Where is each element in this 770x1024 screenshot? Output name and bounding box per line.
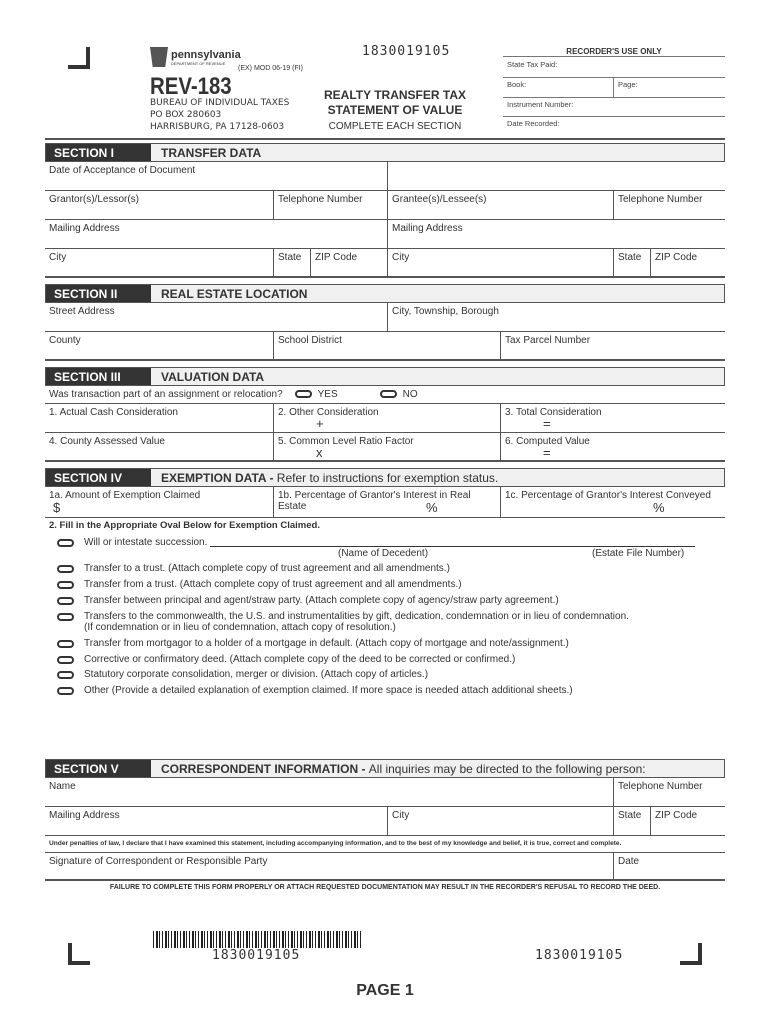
- correspondent-state-field[interactable]: State: [613, 807, 650, 835]
- address-line: HARRISBURG, PA 17128-0603: [150, 122, 285, 132]
- total-consideration-label: 3. Total Consideration: [505, 407, 602, 418]
- exemption-amount-row: [45, 487, 725, 518]
- relocation-question-text: Was transaction part of an assignment or relocation?: [49, 389, 283, 400]
- tax-parcel-field[interactable]: Tax Parcel Number: [500, 332, 725, 359]
- grantor-interest-real-estate-field[interactable]: [273, 487, 500, 517]
- form-number: REV-183: [150, 73, 232, 100]
- grantor-mailing-field[interactable]: Mailing Address: [49, 223, 120, 234]
- section-number: SECTION II: [46, 285, 151, 302]
- consideration-row: [45, 404, 725, 433]
- book-label: Book:: [503, 78, 614, 97]
- plus-symbol: +: [316, 416, 324, 431]
- blank-cell: [387, 162, 725, 190]
- section-5-header: [45, 759, 725, 778]
- estate-file-label: (Estate File Number): [592, 548, 685, 559]
- fill-oval-heading: 2. Fill in the Appropriate Oval Below for Exemption Claimed.: [49, 520, 320, 531]
- title-line: STATEMENT OF VALUE: [327, 103, 463, 117]
- oval-radio[interactable]: [57, 640, 74, 648]
- common-level-ratio-field[interactable]: [273, 433, 500, 460]
- section-title: [151, 469, 724, 486]
- county-field[interactable]: County: [49, 335, 81, 346]
- section-1-header: [45, 143, 725, 162]
- failure-warning: FAILURE TO COMPLETE THIS FORM PROPERLY OR ATTACH REQUESTED DOCUMENTATION MAY RESULT IN THE RECORDER'S REFUSAL TO RECORD THE DEED.: [109, 884, 661, 891]
- exemption-option-will[interactable]: [57, 537, 695, 548]
- penalty-row: [45, 836, 725, 853]
- section-title: [151, 285, 724, 302]
- keystone-icon: [150, 47, 168, 67]
- page-number: PAGE 1: [356, 982, 414, 999]
- date-acceptance-field[interactable]: Date of Acceptance of Document: [49, 165, 196, 176]
- relocation-row: [45, 386, 725, 404]
- correspondent-city-field[interactable]: City: [387, 807, 613, 835]
- option-label: Statutory corporate consolidation, merger or division. (Attach copy of articles.): [84, 669, 429, 680]
- exemption-amount-label: 1a. Amount of Exemption Claimed: [49, 490, 201, 501]
- signature-row: [45, 853, 725, 881]
- option-label: Transfer between principal and agent/straw party. (Attach complete copy of agency/straw party agreement.): [84, 595, 559, 606]
- decedent-line[interactable]: [210, 537, 695, 547]
- exemption-option[interactable]: [57, 611, 629, 633]
- grantor-interest-conveyed-field[interactable]: [500, 487, 725, 517]
- pa-logo: [150, 47, 241, 67]
- correspondent-zip-field[interactable]: ZIP Code: [650, 807, 725, 835]
- no-oval[interactable]: [380, 390, 397, 398]
- computed-value-field[interactable]: [500, 433, 725, 460]
- section-title-text: VALUATION DATA: [161, 370, 265, 384]
- address-line: PO BOX 280603: [150, 110, 222, 120]
- option-label: Transfers to the commonwealth, the U.S. and instrumentalities by gift, dedication, condemnation or in lieu of condemnation.: [84, 611, 629, 622]
- grantor-field[interactable]: Grantor(s)/Lessor(s): [49, 194, 140, 205]
- section-number: SECTION I: [46, 144, 151, 161]
- section-number: SECTION V: [46, 760, 151, 777]
- city-township-field[interactable]: City, Township, Borough: [387, 303, 725, 331]
- section-title-bold: CORRESPONDENT INFORMATION -: [161, 762, 369, 776]
- county-row: [45, 332, 725, 361]
- section-4-header: [45, 468, 725, 487]
- equals-symbol: =: [543, 445, 551, 460]
- no-label: NO: [402, 389, 418, 400]
- top-barcode-number: 1830019105: [362, 44, 451, 59]
- oval-radio[interactable]: [57, 565, 74, 573]
- correspondent-address-row: [45, 807, 725, 836]
- grantor-zip-field[interactable]: ZIP Code: [310, 249, 387, 276]
- computed-value-label: 6. Computed Value: [505, 436, 590, 447]
- penalty-statement: Under penalties of law, I declare that I have examined this statement, including accompanying information, and to the best of my knowledge and belief, it is true, correct and complete.: [49, 840, 622, 847]
- section-title: [151, 760, 724, 777]
- percent-symbol: %: [653, 500, 665, 515]
- relocation-question: [45, 386, 725, 403]
- grantor-row: [45, 191, 725, 220]
- instrument-number-field[interactable]: Instrument Number:: [503, 98, 725, 117]
- exemption-option[interactable]: [57, 654, 515, 665]
- option-note: (If condemnation or in lieu of condemnation, attach copy of resolution.): [84, 622, 396, 633]
- assessed-row: [45, 433, 725, 462]
- grantor-city-field[interactable]: City: [49, 252, 67, 263]
- times-symbol: x: [316, 445, 323, 460]
- other-consideration-field[interactable]: [273, 404, 500, 432]
- oval-radio[interactable]: [57, 671, 74, 679]
- registration-mark: [68, 943, 90, 965]
- option-label: Will or intestate succession.: [84, 537, 208, 548]
- yes-oval[interactable]: [295, 390, 312, 398]
- total-consideration-field[interactable]: [500, 404, 725, 432]
- form-title: [300, 88, 490, 118]
- equals-symbol: =: [543, 416, 551, 431]
- school-district-field[interactable]: School District: [273, 332, 500, 359]
- correspondent-name-field[interactable]: Name: [49, 781, 76, 792]
- signature-date-field[interactable]: Date: [613, 853, 725, 879]
- exemption-option[interactable]: [57, 563, 450, 574]
- street-address-field[interactable]: Street Address: [49, 306, 115, 317]
- title-line: REALTY TRANSFER TAX: [323, 88, 466, 102]
- option-label: Transfer to a trust. (Attach complete copy of trust agreement and all amendments.): [84, 563, 450, 574]
- grantor-state-field[interactable]: State: [273, 249, 310, 276]
- dollar-symbol: $: [53, 500, 61, 515]
- book-page-field[interactable]: [503, 78, 725, 98]
- oval-radio[interactable]: [57, 687, 74, 695]
- option-label: Transfer from mortgagor to a holder of a mortgage in default. (Attach copy of mortgage and note/assignment.): [84, 638, 569, 649]
- grantee-city-field[interactable]: City: [387, 249, 613, 276]
- section-title: [151, 368, 724, 385]
- section-title-rest: All inquiries may be directed to the following person:: [368, 762, 646, 776]
- grantor-interest-real-estate-label: 1b. Percentage of Grantor's Interest in Real Estate: [278, 490, 471, 512]
- form-mod: (EX) MOD 06-19 (FI): [238, 65, 303, 72]
- section-title: [151, 144, 724, 161]
- section-number: SECTION IV: [46, 469, 151, 486]
- exemption-option[interactable]: [57, 669, 428, 680]
- exemption-option[interactable]: [57, 638, 569, 649]
- county-assessed-field[interactable]: 4. County Assessed Value: [49, 436, 165, 447]
- option-label: Transfer from a trust. (Attach complete copy of trust agreement and all amendments.): [84, 579, 462, 590]
- registration-mark: [68, 47, 90, 69]
- grantee-state-field[interactable]: State: [613, 249, 650, 276]
- grantee-telephone-field[interactable]: Telephone Number: [613, 191, 725, 219]
- address-line: BUREAU OF INDIVIDUAL TAXES: [150, 98, 290, 108]
- section-3-header: [45, 367, 725, 386]
- section-2-header: [45, 284, 725, 303]
- signature-field[interactable]: Signature of Correspondent or Responsible Party: [49, 856, 268, 867]
- grantor-interest-conveyed-label: 1c. Percentage of Grantor's Interest Conveyed: [505, 490, 711, 501]
- oval-radio[interactable]: [57, 613, 74, 621]
- decedent-label: (Name of Decedent): [338, 548, 429, 559]
- date-recorded-field[interactable]: Date Recorded:: [507, 119, 560, 128]
- recorder-use-title: RECORDER'S USE ONLY: [503, 47, 725, 57]
- correspondent-mailing-field[interactable]: Mailing Address: [49, 810, 120, 821]
- state-tax-paid-field[interactable]: State Tax Paid:: [503, 58, 725, 78]
- section-title-text: TRANSFER DATA: [161, 146, 262, 160]
- city-row: [45, 249, 725, 278]
- grantee-field[interactable]: Grantee(s)/Lessee(s): [387, 191, 613, 219]
- grantee-mailing-field[interactable]: Mailing Address: [387, 220, 725, 248]
- section-title-rest: Refer to instructions for exemption status.: [276, 471, 499, 485]
- correspondent-name-row: [45, 778, 725, 807]
- barcode: [153, 931, 363, 948]
- footer-number: 1830019105: [535, 948, 624, 963]
- barcode-number: 1830019105: [212, 948, 301, 963]
- option-label: Other (Provide a detailed explanation of exemption claimed. If more space is needed attach additional sheets.): [84, 685, 573, 696]
- grantor-telephone-field[interactable]: Telephone Number: [273, 191, 387, 219]
- yes-label: YES: [317, 389, 338, 400]
- form-subtitle: COMPLETE EACH SECTION: [328, 121, 462, 132]
- correspondent-telephone-field[interactable]: Telephone Number: [613, 778, 725, 806]
- date-acceptance-row: [45, 162, 725, 191]
- common-level-ratio-label: 5. Common Level Ratio Factor: [278, 436, 414, 447]
- logo-dept: DEPARTMENT OF REVENUE: [171, 60, 226, 66]
- section-number: SECTION III: [46, 368, 151, 385]
- actual-cash-field[interactable]: 1. Actual Cash Consideration: [49, 407, 178, 418]
- header-divider: [45, 138, 725, 140]
- oval-radio[interactable]: [57, 539, 74, 547]
- exemption-option[interactable]: [57, 685, 573, 696]
- exemption-option[interactable]: [57, 579, 462, 590]
- street-row: [45, 303, 725, 332]
- section-title-bold: EXEMPTION DATA -: [161, 471, 277, 485]
- page-label: Page:: [618, 80, 638, 89]
- other-consideration-label: 2. Other Consideration: [278, 407, 379, 418]
- logo-name: pennsylvania: [171, 48, 241, 61]
- exemption-amount-field[interactable]: [45, 487, 273, 517]
- address: [150, 97, 289, 133]
- option-label: Corrective or confirmatory deed. (Attach complete copy of the deed to be corrected or confirmed.): [84, 654, 516, 665]
- exemption-option[interactable]: [57, 595, 559, 606]
- oval-radio[interactable]: [57, 581, 74, 589]
- percent-symbol: %: [426, 500, 438, 515]
- oval-radio[interactable]: [57, 597, 74, 605]
- grantee-zip-field[interactable]: ZIP Code: [650, 249, 725, 276]
- registration-mark: [680, 943, 702, 965]
- oval-radio[interactable]: [57, 656, 74, 664]
- section-title-text: REAL ESTATE LOCATION: [161, 287, 308, 301]
- mailing-row: [45, 220, 725, 249]
